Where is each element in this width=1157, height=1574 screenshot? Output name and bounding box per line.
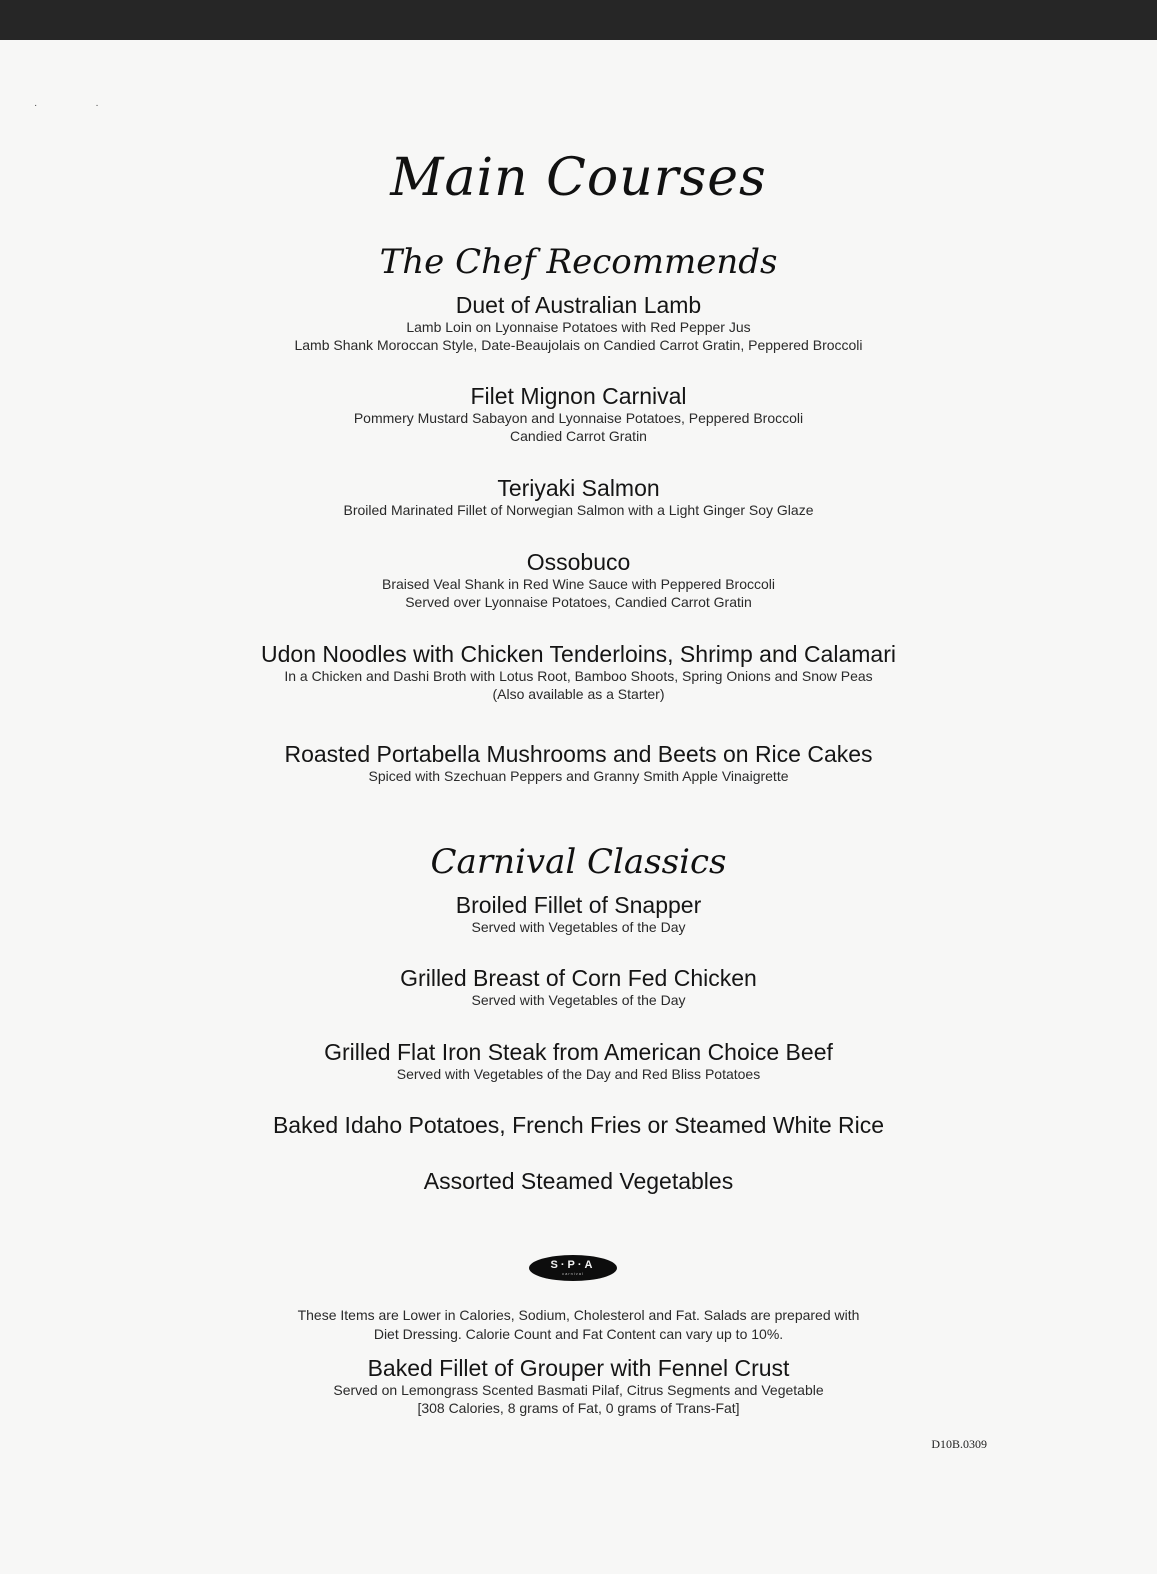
menu-item (0, 1168, 1157, 1194)
spa-logo (529, 1255, 617, 1281)
item-desc: Served over Lyonnaise Potatoes, Candied Carrot Gratin (405, 594, 752, 610)
menu-item (0, 1112, 1157, 1138)
item-desc: Lamb Shank Moroccan Style, Date-Beaujolais on Candied Carrot Gratin, Peppered Broccoli (294, 337, 863, 353)
item-name: Grilled Breast of Corn Fed Chicken (400, 965, 757, 991)
scan-specks: ·· (34, 100, 157, 111)
item-desc: Served with Vegetables of the Day (471, 992, 686, 1008)
item-name: Udon Noodles with Chicken Tenderloins, Shrimp and Calamari (261, 641, 896, 667)
item-desc: In a Chicken and Dashi Broth with Lotus Root, Bamboo Shoots, Spring Onions and Snow Peas (284, 668, 873, 684)
item-desc: Candied Carrot Gratin (510, 428, 647, 444)
item-desc: Spiced with Szechuan Peppers and Granny Smith Apple Vinaigrette (368, 768, 789, 784)
item-desc: Broiled Marinated Fillet of Norwegian Salmon with a Light Ginger Soy Glaze (343, 502, 814, 518)
menu-item (0, 641, 1157, 703)
spa-logo-text: S·P·A (550, 1259, 596, 1271)
document-code: D10B.0309 (931, 1437, 987, 1451)
item-name: Duet of Australian Lamb (455, 292, 702, 318)
spa-note-line: These Items are Lower in Calories, Sodium, Cholesterol and Fat. Salads are prepared with (297, 1307, 860, 1323)
spa-menu-item (0, 1355, 1157, 1417)
item-desc: (Also available as a Starter) (492, 686, 665, 702)
item-name: Teriyaki Salmon (497, 475, 660, 501)
menu-item (0, 292, 1157, 354)
item-name: Broiled Fillet of Snapper (455, 892, 702, 918)
item-name: Assorted Steamed Vegetables (423, 1168, 734, 1194)
item-name: Roasted Portabella Mushrooms and Beets on Rice Cakes (284, 741, 873, 767)
item-desc: Served with Vegetables of the Day (471, 919, 686, 935)
item-desc: Braised Veal Shank in Red Wine Sauce with Peppered Broccoli (382, 576, 775, 592)
section-heading-classics: Carnival Classics (430, 842, 727, 882)
menu-item (0, 383, 1157, 445)
menu-item (0, 549, 1157, 611)
item-name: Grilled Flat Iron Steak from American Choice Beef (324, 1039, 833, 1065)
item-name: Filet Mignon Carnival (470, 383, 687, 409)
menu-item (0, 1039, 1157, 1083)
page-title: Main Courses (390, 148, 767, 208)
top-scan-bar (0, 0, 1157, 40)
item-name: Baked Fillet of Grouper with Fennel Crust (367, 1355, 790, 1381)
menu-item (0, 741, 1157, 785)
item-desc: Lamb Loin on Lyonnaise Potatoes with Red Pepper Jus (406, 319, 751, 335)
item-desc: Served on Lemongrass Scented Basmati Pilaf, Citrus Segments and Vegetable (333, 1382, 824, 1398)
menu-item (0, 892, 1157, 936)
menu-item (0, 965, 1157, 1009)
spa-note-line: Diet Dressing. Calorie Count and Fat Content can vary up to 10%. (373, 1326, 784, 1342)
menu-item (0, 475, 1157, 519)
item-name: Ossobuco (526, 549, 631, 575)
spa-logo-subtext: carnival (562, 1271, 584, 1276)
section-heading-chef: The Chef Recommends (379, 242, 778, 282)
spa-note (230, 1306, 927, 1344)
item-desc: Served with Vegetables of the Day and Red Bliss Potatoes (396, 1066, 761, 1082)
item-desc: [308 Calories, 8 grams of Fat, 0 grams of Trans-Fat] (417, 1400, 740, 1416)
item-name: Baked Idaho Potatoes, French Fries or Steamed White Rice (272, 1112, 885, 1138)
item-desc: Pommery Mustard Sabayon and Lyonnaise Potatoes, Peppered Broccoli (353, 410, 804, 426)
